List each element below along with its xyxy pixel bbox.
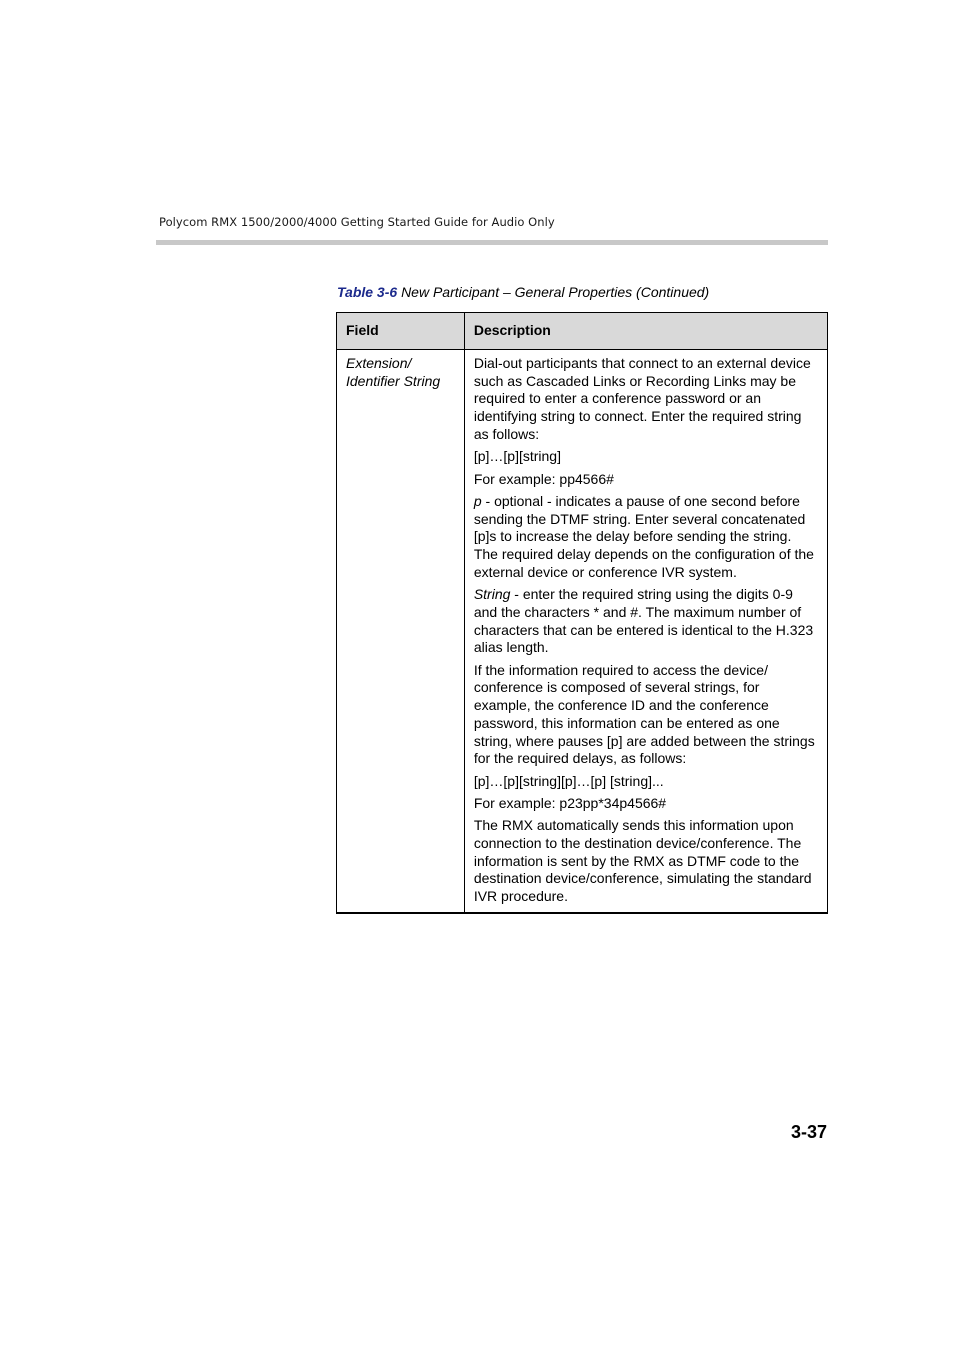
description-paragraph-automatic: The RMX automatically sends this information upon connection to the destination device/conference. The information is sent by the RMX as DTMF code to the destination device/conference, simulating the standard IVR procedure. [473, 817, 812, 905]
column-header-field: Field [337, 313, 465, 350]
table-caption-title: New Participant – General Properties (Continued) [401, 284, 710, 300]
description-syntax-simple: [p]…[p][string] [473, 448, 561, 465]
table-header-row [337, 313, 828, 350]
term-string-definition: - enter the required string using the digits 0-9 and the characters * and #. The maximum number of characters that can be entered is identical to the H.323 alias length. [473, 586, 814, 656]
description-paragraph-pause [474, 493, 819, 582]
running-header: Polycom RMX 1500/2000/4000 Getting Started Guide for Audio Only [159, 215, 555, 229]
column-header-description: Description [464, 313, 827, 350]
header-rule [156, 240, 828, 245]
description-syntax-multiple: [p]…[p][string][p]…[p] [string]... [473, 772, 664, 789]
term-string: String [473, 586, 511, 603]
table-caption [337, 284, 709, 300]
field-name-line2: Identifier String [346, 372, 441, 389]
page-number: 3-37 [790, 1122, 827, 1142]
description-paragraph-intro: Dial-out participants that connect to an external device such as Cascaded Links or Recording Links may be required to enter a conference password or an identifying string to connect. Enter the required string as follows: [473, 355, 811, 442]
properties-table [336, 312, 828, 914]
table-row [337, 350, 828, 913]
field-name-line1: Extension/ [346, 355, 412, 371]
description-example-simple: For example: pp4566# [473, 470, 614, 487]
term-p: p [473, 492, 482, 509]
description-paragraph-multiple: If the information required to access the device/ conference is composed of several strings, for example, the conference ID and the conference password, this information can be entered as one string, where pauses [p] are added between the strings for the required delays, as follows: [473, 661, 815, 767]
description-example-multiple: For example: p23pp*34p4566# [473, 794, 667, 811]
description-cell [464, 350, 827, 913]
table-caption-label: Table 3-6 [337, 284, 398, 300]
field-cell [337, 350, 465, 913]
description-paragraph-string [474, 586, 819, 657]
term-p-definition: - optional - indicates a pause of one second before sending the DTMF string. Enter several concatenated [p]s to increase the delay before sending the string. The required delay depends on the configuration of the external device or conference IVR system. [473, 492, 814, 580]
